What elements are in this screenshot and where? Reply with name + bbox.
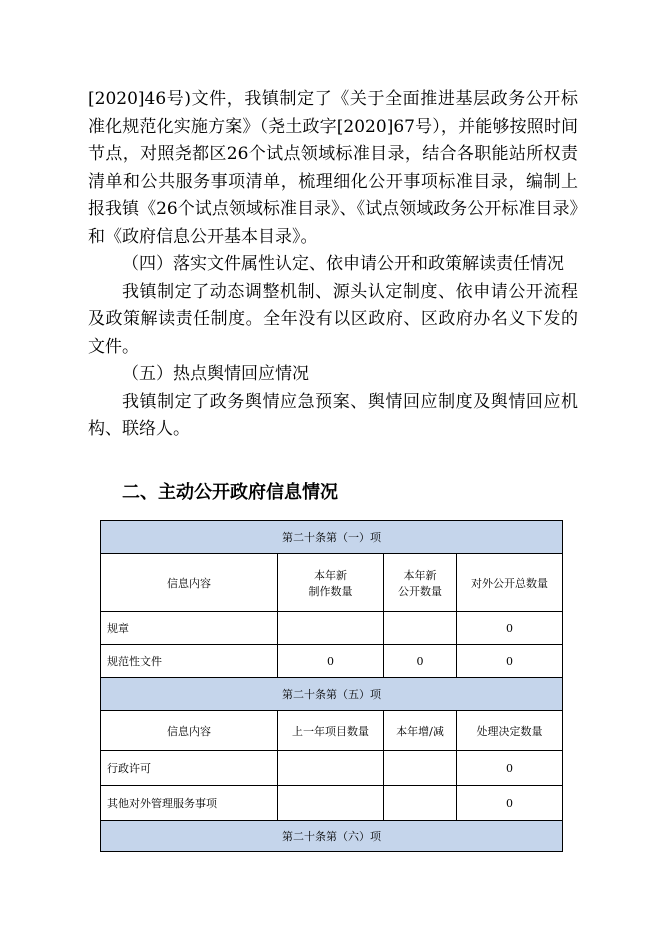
header-new-published-line1: 本年新 [403, 568, 437, 582]
header-new-published-line2: 公开数量 [398, 584, 442, 598]
header-new-made [278, 554, 384, 612]
header-total-published: 对外公开总数量 [457, 554, 563, 612]
header-new-published [384, 554, 457, 612]
cell-prev-year [278, 751, 384, 786]
table-band [101, 521, 563, 554]
row-label: 规范性文件 [101, 645, 278, 678]
cell-decisions: 0 [457, 786, 563, 821]
heading-responsibility: （四）落实文件属性认定、依申请公开和政策解读责任情况 [122, 254, 564, 274]
row-label: 规章 [101, 612, 278, 645]
heading-public-opinion: （五）热点舆情回应情况 [122, 364, 309, 384]
header-new-made-line2: 制作数量 [308, 584, 353, 598]
cell-new-made [278, 612, 384, 645]
table-band [101, 821, 563, 852]
table-band [101, 678, 563, 711]
header-decisions: 处理决定数量 [457, 711, 563, 751]
paragraph-standard-catalog: [2020]46号)文件，我镇制定了《关于全面推进基层政务公开标准化规范化实施方案》（尧土政字[2020]67号），并能够按照时间节点，对照尧都区26个试点领域标准目录，结合各职能站所权责清单和公共服务事项清单，梳理细化公开事项标准目录，编制上报我镇《26个试点领域标准目录》、《试点领域政务公开标准目录》和《政府信息公开基本目录》。 [88, 89, 578, 247]
header-year-change: 本年增/减 [384, 711, 457, 751]
header-new-made-line1: 本年新 [314, 568, 347, 582]
band-article-20-1: 第二十条第（一）项 [101, 521, 563, 554]
cell-decisions: 0 [457, 751, 563, 786]
cell-total: 0 [457, 612, 563, 645]
header-prev-year-count: 上一年项目数量 [278, 711, 384, 751]
body-text [88, 86, 578, 444]
band-article-20-5: 第二十条第（五）项 [101, 678, 563, 711]
section-title: 二、主动公开政府信息情况 [122, 482, 338, 503]
table-row [101, 612, 563, 645]
header-info-content: 信息内容 [101, 554, 278, 612]
cell-total: 0 [457, 645, 563, 678]
table-header-row [101, 711, 563, 751]
paragraph-responsibility: 我镇制定了动态调整机制、源头认定制度、依申请公开流程及政策解读责任制度。全年没有以区政府、区政府办名义下发的文件。 [88, 281, 578, 357]
cell-change [384, 786, 457, 821]
row-label: 行政许可 [101, 751, 278, 786]
table-row [101, 645, 563, 678]
cell-new-published [384, 612, 457, 645]
cell-new-made: 0 [278, 645, 384, 678]
cell-prev-year [278, 786, 384, 821]
disclosure-table [100, 520, 563, 852]
band-article-20-6: 第二十条第（六）项 [101, 821, 563, 852]
cell-new-published: 0 [384, 645, 457, 678]
table-row [101, 751, 563, 786]
table-header-row [101, 554, 563, 612]
cell-change [384, 751, 457, 786]
header-info-content: 信息内容 [101, 711, 278, 751]
paragraph-public-opinion: 我镇制定了政务舆情应急预案、舆情回应制度及舆情回应机构、联络人。 [88, 391, 578, 439]
row-label: 其他对外管理服务事项 [101, 786, 278, 821]
table-row [101, 786, 563, 821]
